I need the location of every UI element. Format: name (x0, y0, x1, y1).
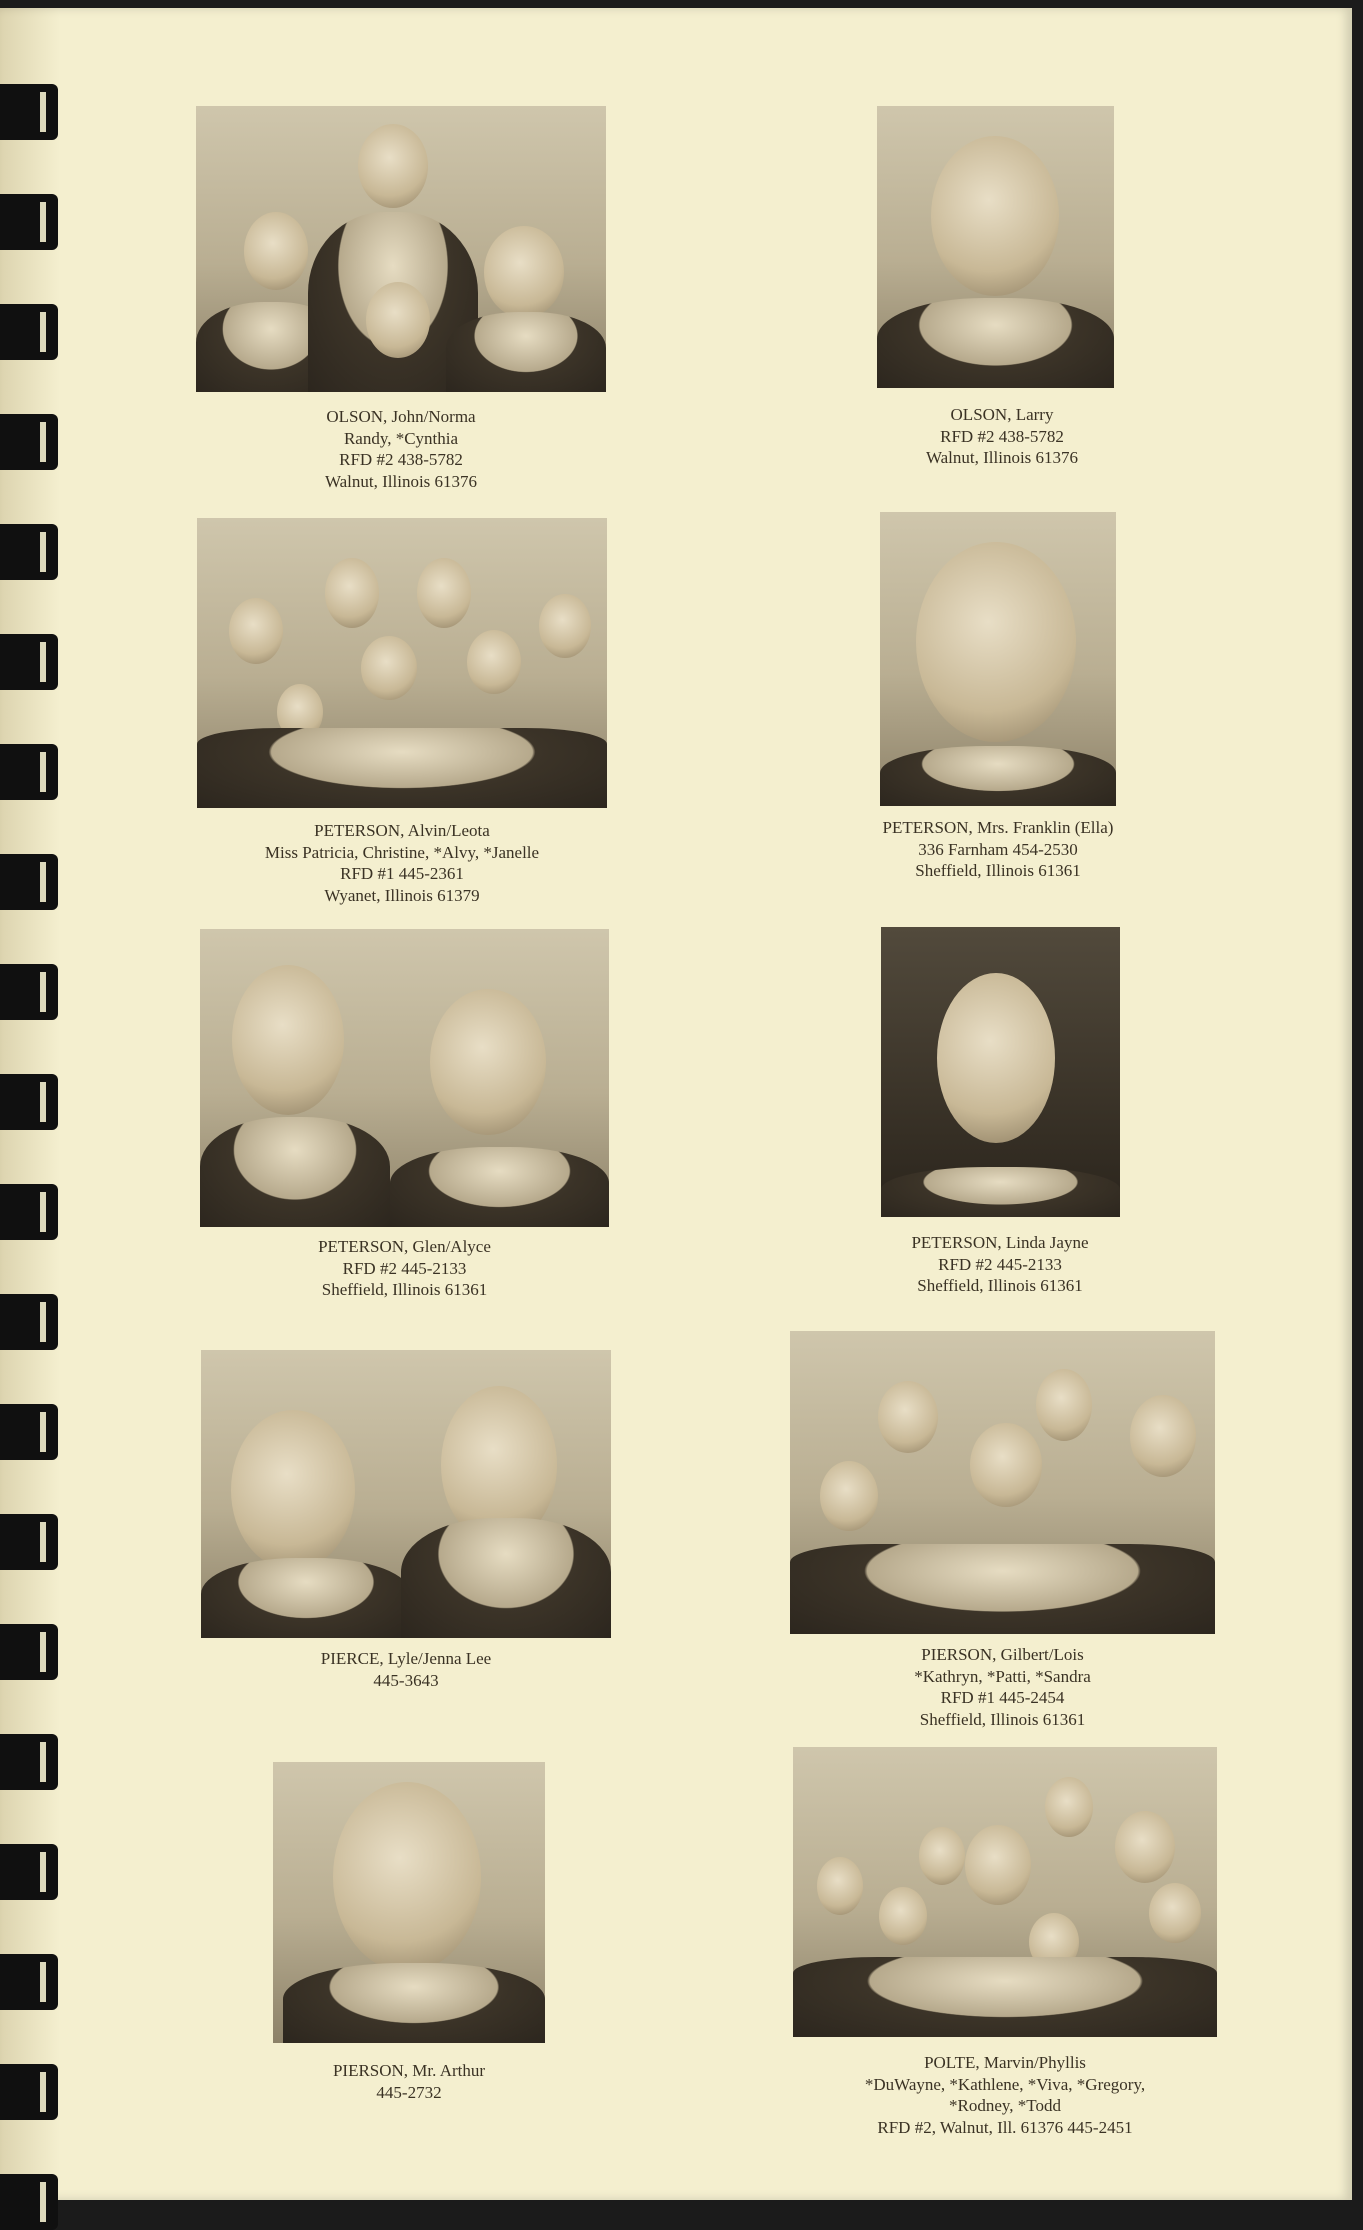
olson-john-family-photo (196, 106, 606, 392)
entry-line: Wyanet, Illinois 61379 (324, 885, 480, 905)
polte-marvin-caption (793, 2052, 1217, 2138)
binding-ring (0, 1734, 58, 1790)
binding-ring (0, 2064, 58, 2120)
binding-ring (0, 84, 58, 140)
peterson-linda-caption (860, 1232, 1140, 1297)
entry-line: RFD #2 445-2133 (938, 1254, 1062, 1274)
entry-line: Walnut, Illinois 61376 (925, 448, 1079, 467)
peterson-glen-caption (200, 1236, 609, 1301)
entry-line: RFD #2, Walnut, Ill. 61376 445-2451 (877, 2117, 1133, 2137)
entry-line: 445-2732 (376, 2082, 442, 2102)
entry-name: PIERCE, Lyle/Jenna Lee (320, 1649, 492, 1668)
entry-line: Miss Patricia, Christine, *Alvy, *Janelle (264, 842, 540, 862)
entry-line: RFD #2 438-5782 (940, 426, 1064, 446)
entry-line: 445-3643 (373, 1670, 439, 1690)
binding-ring (0, 854, 58, 910)
binding-ring (0, 1624, 58, 1680)
binding-ring (0, 964, 58, 1020)
entry-line: RFD #1 445-2361 (340, 864, 464, 883)
pierce-lyle-couple-photo (201, 1350, 611, 1638)
entry-line: 336 Farnham 454-2530 (918, 839, 1078, 859)
olson-larry-portrait-photo (877, 106, 1114, 388)
binding-ring (0, 1954, 58, 2010)
entry-name: OLSON, John/Norma (326, 407, 476, 426)
peterson-linda-portrait-photo (881, 927, 1120, 1217)
entry-line: *DuWayne, *Kathlene, *Viva, *Gregory, (864, 2074, 1146, 2094)
peterson-glen-couple-photo (200, 929, 609, 1227)
entry-line: Sheffield, Illinois 61361 (917, 1276, 1083, 1295)
binding-ring (0, 1074, 58, 1130)
binding-ring (0, 1844, 58, 1900)
polte-marvin-family-photo (793, 1747, 1217, 2037)
entry-name: PETERSON, Linda Jayne (911, 1233, 1089, 1252)
entry-line: *Rodney, *Todd (949, 2096, 1061, 2115)
entry-name: PETERSON, Alvin/Leota (314, 821, 490, 840)
pierce-lyle-caption (201, 1648, 611, 1691)
binding-ring (0, 1404, 58, 1460)
binding-ring (0, 524, 58, 580)
entry-line: *Kathryn, *Patti, *Sandra (914, 1666, 1091, 1686)
pierson-arthur-portrait-photo (273, 1762, 545, 2043)
binding-ring (0, 304, 58, 360)
entry-line: Sheffield, Illinois 61361 (915, 861, 1081, 880)
entry-name: OLSON, Larry (950, 405, 1054, 424)
binding-ring (0, 744, 58, 800)
entry-name: PIERSON, Mr. Arthur (332, 2061, 486, 2080)
peterson-franklin-portrait-photo (880, 512, 1116, 806)
olson-larry-caption (877, 404, 1127, 469)
entry-line: Walnut, Illinois 61376 (324, 471, 478, 491)
entry-line: Sheffield, Illinois 61361 (919, 1709, 1086, 1729)
peterson-franklin-caption (848, 817, 1148, 882)
binding-ring (0, 634, 58, 690)
binding-ring (0, 2174, 58, 2230)
binding-ring (0, 1184, 58, 1240)
olson-john-caption (196, 406, 606, 492)
pierson-gilbert-caption (790, 1644, 1215, 1730)
pierson-gilbert-family-photo (790, 1331, 1215, 1634)
peterson-alvin-caption (197, 820, 607, 906)
pierson-arthur-caption (273, 2060, 545, 2103)
entry-line: RFD #1 445-2454 (940, 1688, 1065, 1707)
entry-name: PETERSON, Mrs. Franklin (Ella) (882, 818, 1114, 837)
binding-ring (0, 414, 58, 470)
entry-line: RFD #2 438-5782 (339, 450, 463, 469)
binding-ring (0, 1294, 58, 1350)
entry-name: PETERSON, Glen/Alyce (318, 1237, 491, 1256)
entry-name: PIERSON, Gilbert/Lois (921, 1645, 1084, 1664)
peterson-alvin-family-photo (197, 518, 607, 808)
entry-line: RFD #2 445-2133 (342, 1258, 467, 1278)
binding-ring (0, 194, 58, 250)
binding-ring (0, 1514, 58, 1570)
entry-line: Randy, *Cynthia (343, 428, 459, 448)
entry-name: POLTE, Marvin/Phyllis (924, 2053, 1086, 2072)
entry-line: Sheffield, Illinois 61361 (321, 1280, 488, 1299)
spiral-binding (0, 0, 60, 2200)
